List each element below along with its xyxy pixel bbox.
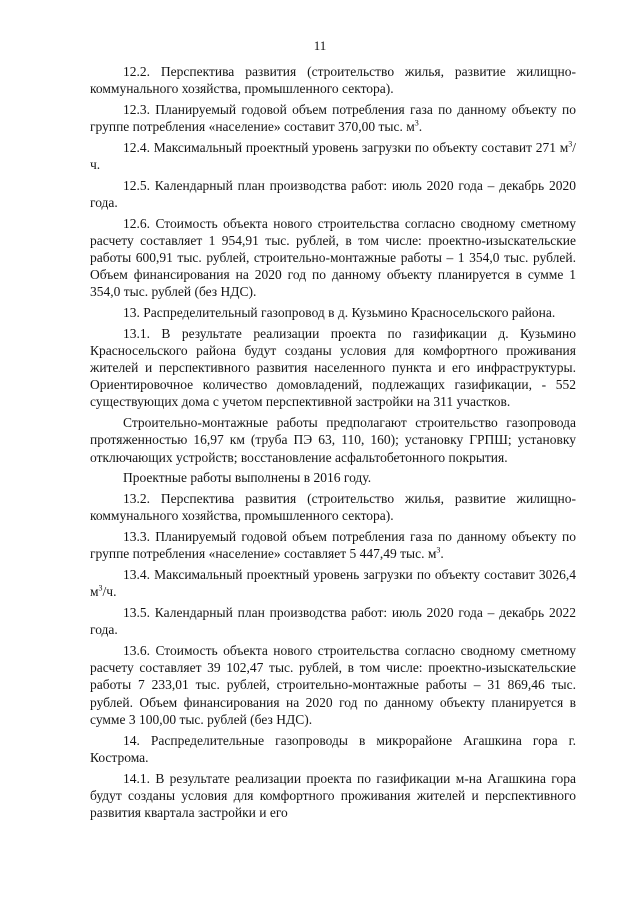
superscript: 3 [414,118,419,128]
superscript: 3 [436,545,441,555]
paragraph-12-6: 12.6. Стоимость объекта нового строительства согласно сводному сметному расчету составляет 1 954,91 тыс. рублей, в том числе: проектно-изыскательские работы 600,91 тыс. рублей, строительно-монтажные работы – 1 354,0 тыс. рублей. Объем финансирования на 2020 год по данному объекту планируется в сумме 1 354,0 тыс. рублей (без НДС). [90,215,576,300]
paragraph-design-works: Проектные работы выполнены в 2016 году. [123,470,372,486]
punctuation: . [440,546,444,562]
paragraph-text: 12.4. Максимальный проектный уровень загрузки по объекту составит 271 м [123,139,569,155]
paragraph-12-4 [90,139,576,173]
superscript: 3 [568,139,573,149]
paragraph-text: 13.3. Планируемый годовой объем потребления газа по данному объекту по группе потребления «население» составляет 5 447,49 тыс. м [90,529,576,562]
unit-suffix: /ч. [102,584,117,600]
paragraph-12-2: 12.2. Перспектива развития (строительство жилья, развитие жилищно-коммунального хозяйства, промышленного сектора). [90,64,576,97]
paragraph-12-5: 12.5. Календарный план производства работ: июль 2020 года – декабрь 2020 года. [90,177,576,211]
paragraph-13-1: 13.1. В результате реализации проекта по газификации д. Кузьмино Красносельского района будут созданы условия для комфортного проживания жителей и перспективного развития населенного пункта и его инфраструктуры. Ориентировочное количество домовладений, подлежащих газификации, - 552 существующих дома с учетом перспективной застройки на 311 участков. [90,326,576,410]
punctuation: . [418,119,423,135]
paragraph-construction: Строительно-монтажные работы предполагают строительство газопровода протяженностью 16,97 км (труба ПЭ 63, 110, 160); установку ГРПШ; установку отключающих устройств; восстановление асфальтобетонного покрытия. [90,415,576,465]
paragraph-12-3 [90,101,576,135]
heading-14: 14. Распределительные газопроводы в микрорайоне Агашкина гора г. Кострома. [90,732,576,765]
heading-13: 13. Распределительный газопровод в д. Кузьмино Красносельского района. [123,305,556,321]
document-body [90,63,576,825]
paragraph-13-2: 13.2. Перспектива развития (строительство жилья, развитие жилищно-коммунального хозяйства, промышленного сектора). [90,491,576,524]
unit-suffix: /ч. [90,139,576,173]
paragraph-13-5: 13.5. Календарный план производства работ: июль 2020 года – декабрь 2022 года. [90,605,576,638]
page-number: 11 [313,38,327,53]
paragraph-13-6: 13.6. Стоимость объекта нового строительства согласно сводному сметному расчету составляет 39 102,47 тыс. рублей, в том числе: проектно-изыскательские работы 7 233,01 тыс. рублей, строительно-монтажные работы – 31 869,46 тыс. рублей. Объем финансирования на 2020 год по данному объекту планируется в сумме 3 100,00 тыс. рублей (без НДС). [90,643,576,727]
paragraph-13-3 [90,528,576,562]
paragraph-text: 13.4. Максимальный проектный уровень загрузки по объекту составит 3026,4 м [90,567,576,600]
paragraph-14-1: 14.1. В результате реализации проекта по газификации м-на Агашкина гора будут созданы условия для комфортного проживания жителей и перспективного развития квартала застройки и его [90,770,576,820]
paragraph-13-4 [90,566,576,600]
superscript: 3 [98,583,103,593]
paragraph-text: 12.3. Планируемый годовой объем потребления газа по данному объекту по группе потребления «население» составит 370,00 тыс. м [90,101,576,135]
